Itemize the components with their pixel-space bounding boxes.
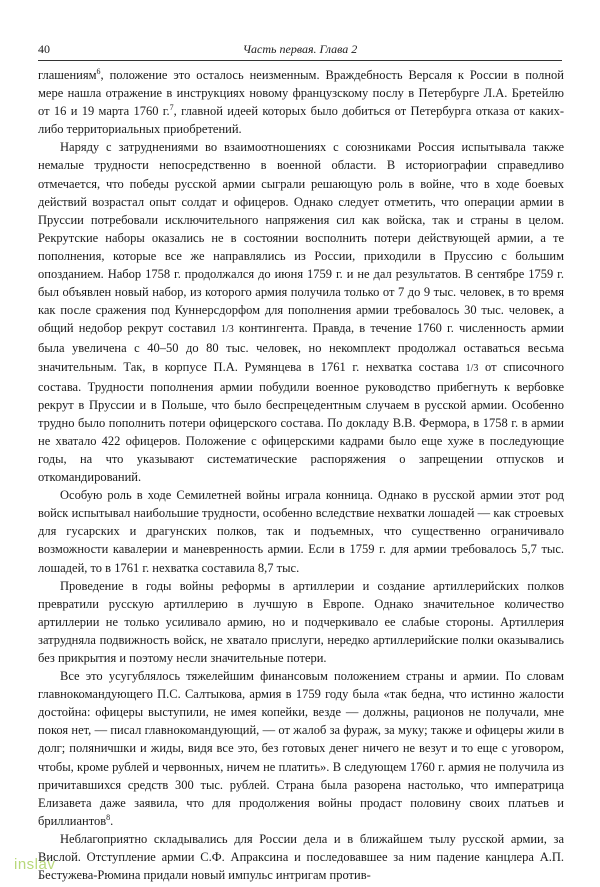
text-segment: Неблагоприятно складывались для России дела и в ближайшем тылу русской армии, за Вислой. Отступление армии С.Ф. Апраксина и последовавшее за ним падение канцлера А.П. Бестужева-Рюмина придали новый импульс интригам против- — [38, 831, 564, 883]
footnote-marker: 8 — [106, 812, 111, 822]
paragraph — [38, 830, 564, 884]
text-segment: , главной идеей которых было добиться от Петербурга отказа от каких-либо территориальных приобретений. — [38, 104, 564, 137]
paragraph — [38, 486, 564, 576]
text-segment: Особую роль в ходе Семилетней войны играла конница. Однако в русской армии этот род войск испытывал наибольшие трудности, особенно вследствие нехватки лошадей — как строевых для гусарских и драгунских полков, так и подъемных, что существенно ограничивало возможности кавалерии и маневренность армии. Если в 1759 г. для армии требовалось 5,7 тыс. лошадей, то в 1761 г. нехватка составила 8,7 тыс. — [38, 488, 564, 575]
text-segment: . — [110, 813, 114, 828]
text-segment: Все это усугублялось тяжелейшим финансовым положением страны и армии. По словам главнокомандующего П.С. Салтыкова, армия в 1759 году была «так бедна, что истинно жалости достойна: офицеры выступили, не имея копейки, везде — должны, рационов не получали, мне покоя нет, — писал главнокомандующий, — от жалоб за фураж, за муку; также и офицеры жили в долг; поляничшки и жиды, видя все это, без готовых денег ничего не везут и то еще с уговором, чтобы, кроме рублей и червонных, ничем не платить». В следующем 1760 г. армия не получила из причитавшихся средств 300 тыс. рублей. Страна была разорена настолько, что императрица Елизавета даже заявила, что для продолжения войны продаст половину своих платьев и бриллиантов — [38, 669, 564, 828]
text-segment: от списочного состава. Трудности пополнения армии побудили военное руководство прибегнуть к вербовке рекрут в Пруссии и в Польше, что было беспрецедентным случаем в русской армии. Особенно трудно было пополнить потери офицерского состава. По докладу В.В. Фермора, в 1758 г. в армии не хватало 422 офицеров. Положение с офицерскими кадрами было еще хуже в последующие годы, на что указывают систематические распоряжения о запрещении отпусков и откомандирований. — [38, 359, 564, 485]
paragraph — [38, 66, 564, 138]
paragraph — [38, 667, 564, 830]
text-segment: , положение это осталось неизменным. Враждебность Версаля к России в полной мере нашла отражение в инструкциях новому французскому послу в Петербурге Л.А. Бретейлю от 16 и 19 марта 1760 г. — [38, 68, 564, 119]
running-title: Часть первая. Глава 2 — [242, 42, 358, 56]
watermark: inslav — [14, 856, 56, 873]
text-segment: Проведение в годы войны реформы в артиллерии и создание артиллерийских полков превратили русскую артиллерию в лучшую в Европе. Однако значительное количество артиллерии не только усиливало армию, но и подчеркивало ее слабые стороны. Артиллерия затрудняла подвижность войск, не хватало прислуги, нередко артиллерийские полки оказывались без прикрытия и поэтому несли значительные потери. — [38, 578, 564, 665]
footnote-marker: 6 — [96, 66, 101, 76]
body-text — [38, 66, 564, 884]
page-header — [38, 42, 562, 61]
text-segment: контингента. Правда, в течение 1760 г. численность армии была увеличена с 40–50 до 80 тыс. человек, но некомплект продолжал оставаться весьма значительным. Так, в корпусе П.А. Румянцева в 1761 г. нехватка состава — [38, 321, 564, 374]
text-segment: глашениям — [38, 68, 97, 82]
paragraph — [38, 138, 564, 486]
paragraph — [38, 577, 564, 667]
text-segment: Наряду с затруднениями во взаимоотношениях с союзниками Россия испытывала также немалые трудности непосредственно в военной области. В историографии справедливо отмечается, что победы русской армии сыграли решающую роль в войне, что в ходе боевых действий возрастал опыт солдат и офицеров. Однако следует отметить, что операции армии в Пруссии потребовали исключительного напряжения сил как войска, так и страны в целом. Рекрутские наборы оказались не в состоянии восполнить потери действующей армии, а те пополнения, которые все же направлялись из России, приходили в Пруссию с большим опозданием. Набор 1758 г. продолжался до июня 1759 г. и не дал результатов. В сентябре 1759 г. был объявлен новый набор, из которого армия получила только от 7 до 9 тыс. человек, в то время как после сражения под Куннерсдорфом для пополнения армии требовалось 30 тыс. человек, а общий недобор рекрут составил — [38, 140, 564, 336]
fraction: 1/3 — [465, 362, 479, 374]
footnote-marker: 7 — [169, 103, 174, 113]
fraction: 1/3 — [220, 324, 234, 336]
page-number: 40 — [38, 42, 50, 56]
